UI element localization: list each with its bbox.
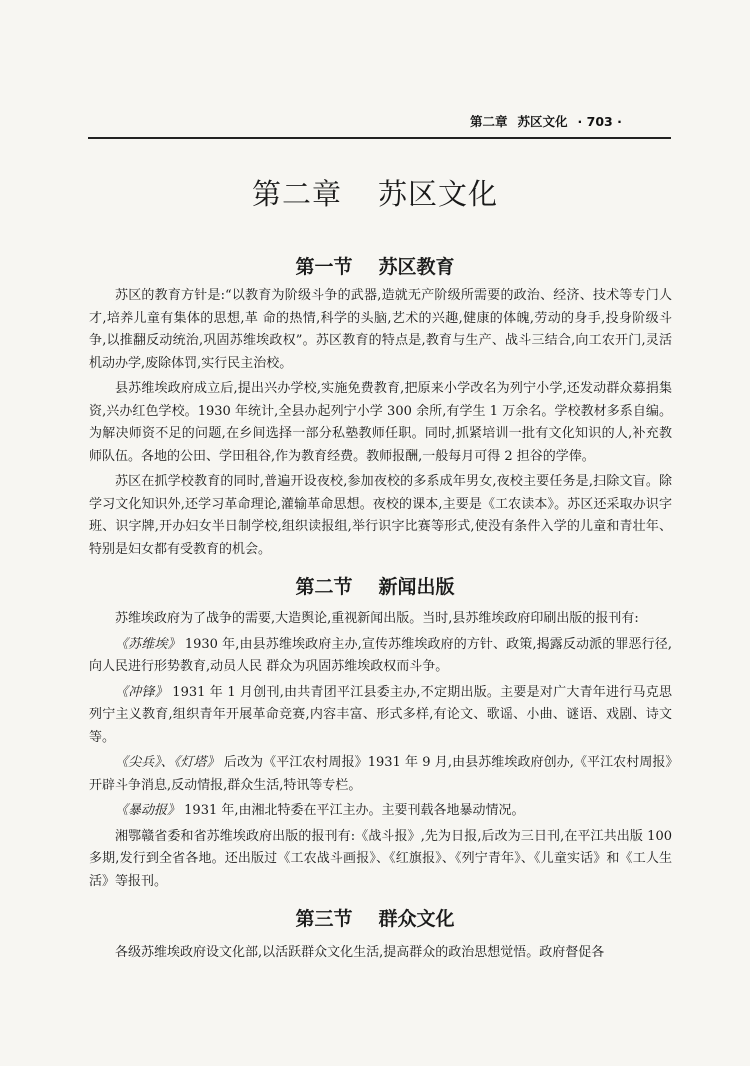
publication-name: 《苏维埃》 — [115, 636, 181, 652]
chapter-name: 苏区文化 — [378, 177, 499, 211]
section-number: 第三节 — [295, 908, 353, 930]
publication-entry — [89, 682, 672, 750]
section-number: 第一节 — [295, 256, 353, 278]
section-name: 苏区教育 — [378, 256, 455, 278]
publication-name: 《尖兵》、《灯塔》 — [115, 755, 220, 770]
header-rule — [88, 137, 671, 139]
section-title-press — [0, 572, 750, 599]
paragraph: 各级苏维埃政府设文化部,以活跃群众文化生活,提高群众的政治思想觉悟。政府督促各 — [115, 945, 605, 960]
publication-description: 后改为《平江农村周报》1931 年 9 月,由县苏维埃政府创办,《平江农村周报》开辟斗争消息,反动情报,群众生活,特讯等专栏。 — [89, 755, 672, 793]
running-header — [470, 112, 660, 130]
section-title-mass-culture — [0, 904, 750, 931]
publication-entry — [89, 634, 672, 679]
chapter-title — [0, 172, 750, 213]
page-number: · 703 · — [577, 114, 622, 129]
chapter-number: 第二章 — [251, 177, 342, 211]
section-body-education — [89, 285, 672, 561]
section-name: 群众文化 — [378, 908, 455, 930]
section-body-mass-culture — [89, 942, 672, 965]
section-name: 新闻出版 — [378, 576, 455, 598]
paragraph: 湘鄂赣省委和省苏维埃政府出版的报刊有:《战斗报》,先为日报,后改为三日刊,在平江共出版 100 多期,发行到全省各地。还出版过《工农战斗画报》、《红旗报》、《列宁青年》、《儿童实话》和《工人生活》等报刊。 — [89, 828, 672, 889]
section-number: 第二节 — [295, 576, 353, 598]
section-body-press — [89, 608, 672, 893]
paragraph: 县苏维埃政府成立后,提出兴办学校,实施免费教育,把原来小学改名为列宁小学,还发动群众募捐集资,兴办红色学校。1930 年统计,全县办起列宁小学 300 余所,有学生 1 万余名。学校教材多系自编。为解决师资不足的问题,在乡间选择一部分私塾教师任职。同时,抓紧培训一批有文化知识的人,补充教师队伍。各地的公田、学田租谷,作为教育经费。教师报酬,一般每月可得 2 担谷的学俸。 — [89, 381, 672, 464]
running-header-title: 苏区文化 — [517, 114, 568, 129]
publication-entry — [89, 752, 672, 797]
publication-entry — [89, 800, 672, 823]
section-title-education — [0, 252, 750, 279]
paragraph: 苏区的教育方针是:“以教育为阶级斗争的武器,造就无产阶级所需要的政治、经济、技术等专门人才,培养儿童有集体的思想,革 命的热情,科学的头脑,艺术的兴趣,健康的体魄,劳动的身手,投身阶级斗争,以推翻反动统治,巩固苏维埃政权”。苏区教育的特点是,教育与生产、战斗三结合,向工农开门,灵活机动办学,废除体罚,实行民主治校。 — [89, 288, 672, 371]
publication-description: 1931 年,由湘北特委在平江主办。主要刊载各地暴动情况。 — [180, 803, 525, 818]
publication-description: 1930 年,由县苏维埃政府主办,宣传苏维埃政府的方针、政策,揭露反动派的罪恶行径,向人民进行形势教育,动员人民 群众为巩固苏维埃政权而斗争。 — [89, 636, 672, 674]
running-header-chapter: 第二章 — [470, 114, 508, 129]
publication-description: 1931 年 1 月创刊,由共青团平江县委主办,不定期出版。主要是对广大青年进行马克思列宁主义教育,组织青年开展革命竞赛,内容丰富、形式多样,有论文、歌谣、小曲、谜语、戏剧、诗文等。 — [89, 684, 672, 745]
publication-name: 《冲锋》 — [115, 684, 168, 700]
paragraph: 苏维埃政府为了战争的需要,大造舆论,重视新闻出版。当时,县苏维埃政府印刷出版的报刊有: — [115, 611, 639, 626]
paragraph: 苏区在抓学校教育的同时,普遍开设夜校,参加夜校的多系成年男女,夜校主要任务是,扫除文盲。除学习文化知识外,还学习革命理论,灌输革命思想。夜校的课本,主要是《工农读本》。苏区还采取办识字班、识字牌,开办妇女半日制学校,组织读报组,举行识字比赛等形式,使没有条件入学的儿童和青壮年、特别是妇女都有受教育的机会。 — [89, 474, 672, 557]
publication-name: 《暴动报》 — [115, 803, 181, 818]
